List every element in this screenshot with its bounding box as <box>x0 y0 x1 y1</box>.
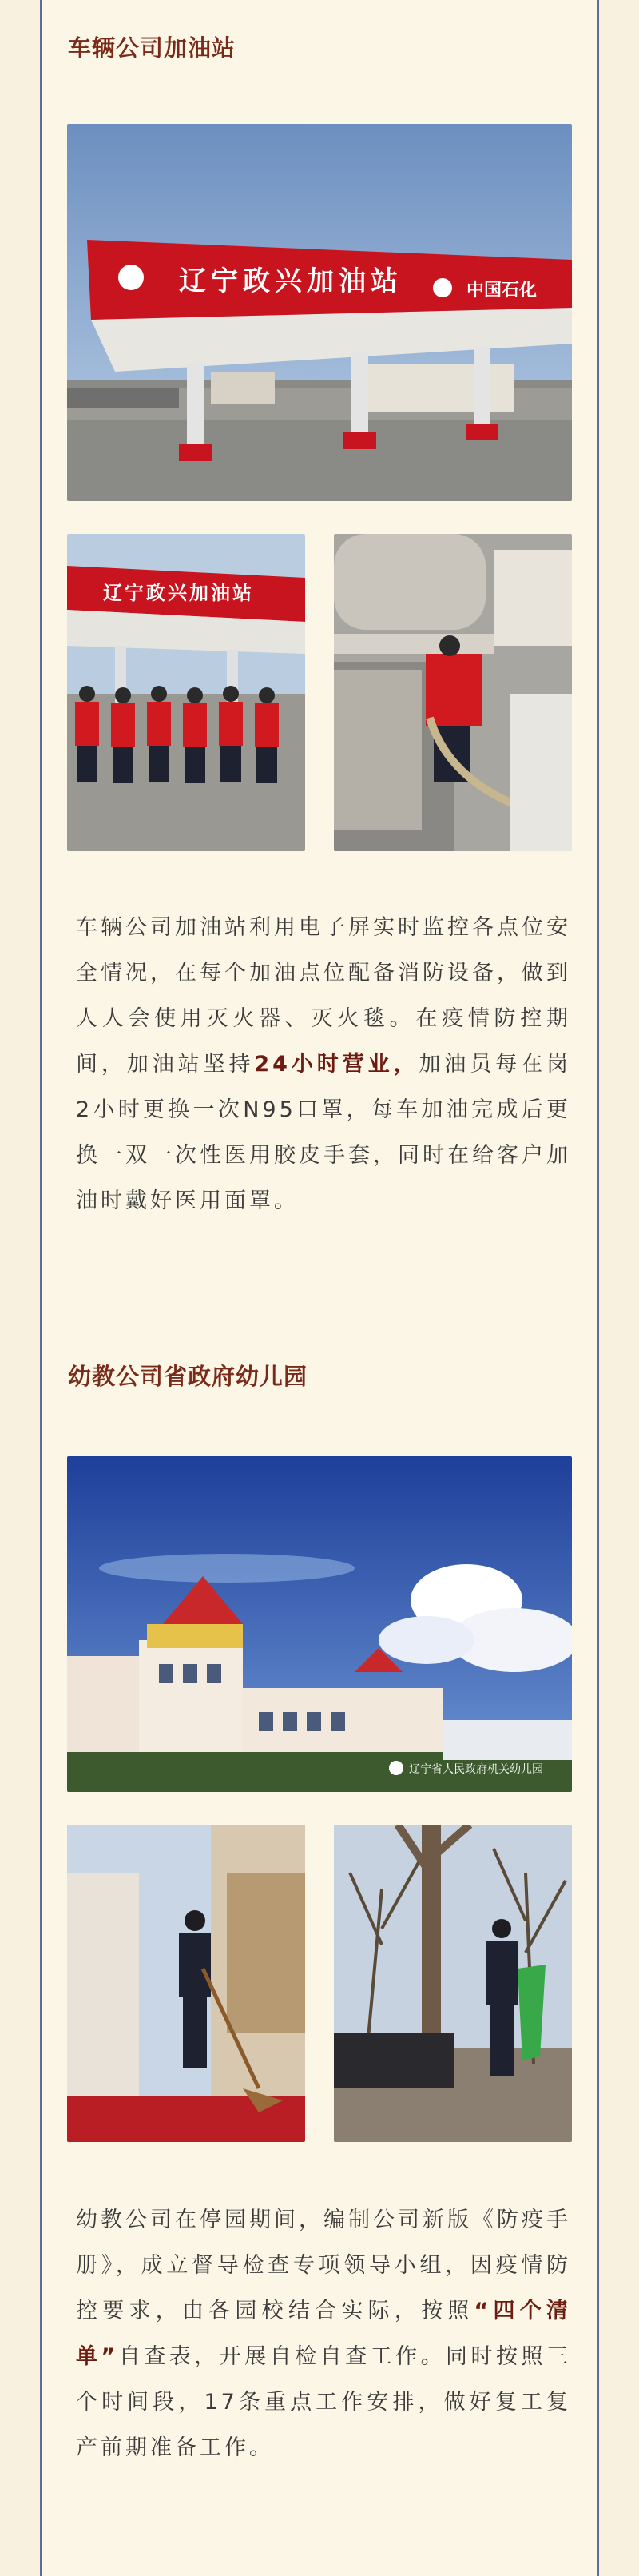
watermark-text: 辽宁省人民政府机关幼儿园 <box>409 1763 543 1776</box>
gas-station-logo-icon <box>118 265 144 290</box>
photo-staff-group <box>67 534 305 851</box>
highlight-four-lists: “四个清单” <box>76 2299 572 2369</box>
photo-garden-cleanup <box>334 1825 572 2142</box>
paragraph-text: 车辆公司加油站利用电子屏实时监控各点位安全情况，在每个加油点位配备消防设备，做到人人会使用灭火器、灭火毯。在疫情防控期间，加油站坚持 <box>76 915 571 1077</box>
canopy-sign-side: 中国石化 <box>466 281 538 301</box>
section-title-kindergarten: 幼教公司省政府幼儿园 <box>68 1363 308 1390</box>
photo-security-sweeping <box>67 1825 305 2142</box>
canopy-sign-main: 辽宁政兴加油站 <box>179 265 403 297</box>
photo-gas-station <box>67 124 572 501</box>
photo-kindergarten-building <box>67 1456 572 1792</box>
wechat-icon <box>389 1761 403 1775</box>
paragraph-text: 加油员每在岗2小时更换一次N95口罩，每车加油完成后更换一双一次性医用胶皮手套，同时在给客户加油时戴好医用面罩。 <box>76 1052 572 1213</box>
section-title-gas-station: 车辆公司加油站 <box>68 34 236 62</box>
paragraph-gas-station <box>76 905 571 1224</box>
paragraph-text: 自查表，开展自检自查工作。同时按照三个时间段，17条重点工作安排，做好复工复产前期准备工作。 <box>76 2344 571 2460</box>
canopy-sign-small: 辽宁政兴加油站 <box>103 582 254 604</box>
photo-refueling-tank <box>334 534 572 851</box>
paragraph-text: 幼教公司在停园期间，编制公司新版《防疫手册》，成立督导检查专项领导小组，因疫情防控要求，由各园校结合实际，按照 <box>76 2208 571 2323</box>
paragraph-kindergarten <box>76 2197 571 2470</box>
highlight-24-hours: 24小时营业， <box>254 1052 419 1077</box>
